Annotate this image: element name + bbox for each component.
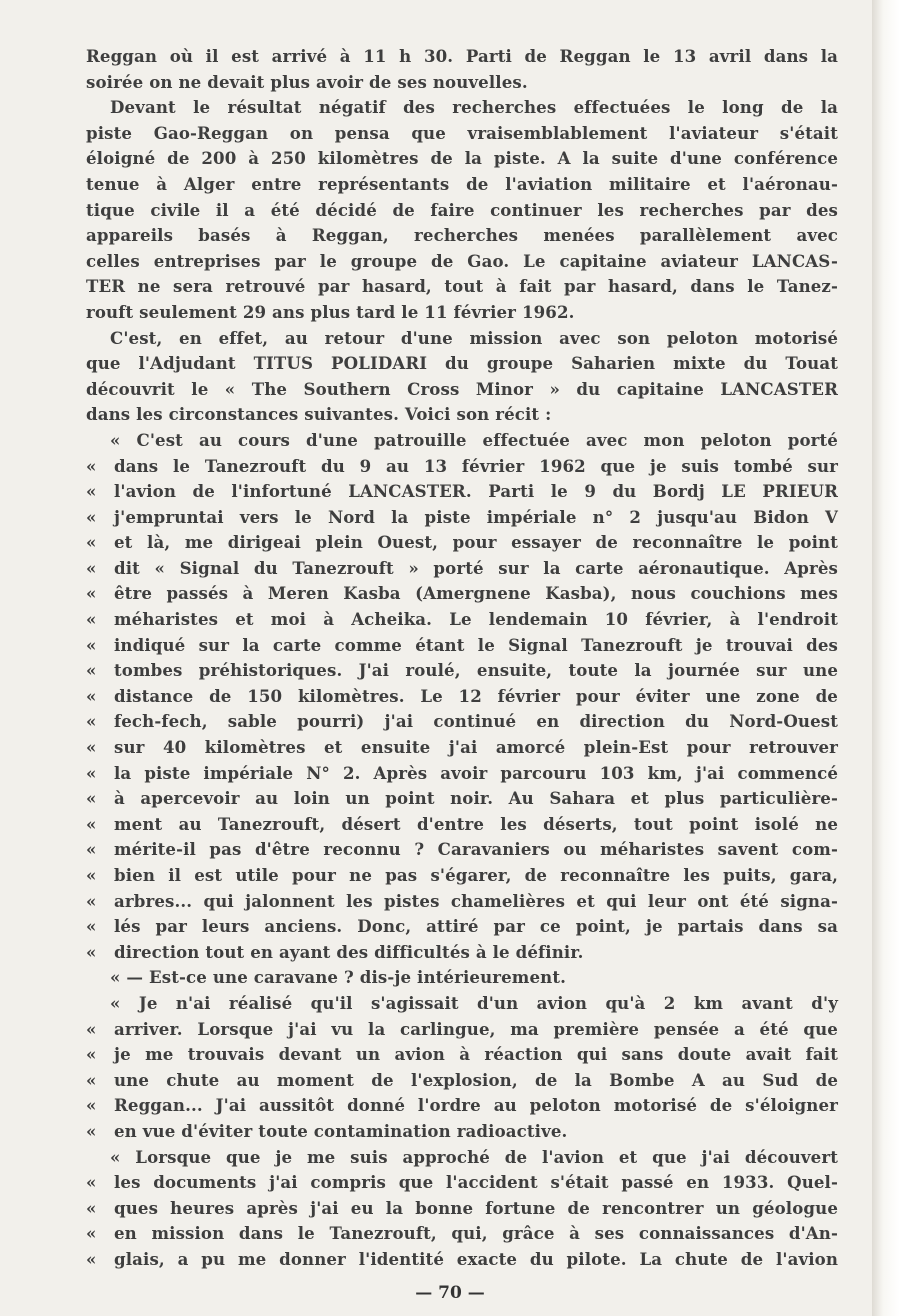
- quote-line: [86, 1221, 838, 1247]
- quote-text: je me trouvais devant un avion à réaction qui sans doute avait fait: [114, 1044, 838, 1065]
- guillemet: «: [86, 583, 97, 604]
- text-line: éloigné de 200 à 250 kilomètres de la piste. A la suite d'une conférence: [86, 148, 838, 169]
- quote-text: glais, a pu me donner l'identité exacte du pilote. La chute de l'avion: [114, 1248, 838, 1269]
- quote-text: méharistes et moi à Acheika. Le lendemain 10 février, à l'endroit: [114, 609, 838, 630]
- guillemet: «: [86, 711, 97, 732]
- quote-line: « Lorsque que je me suis approché de l'avion et que j'ai découvert: [110, 1146, 838, 1167]
- quote-line: [86, 581, 838, 607]
- quote-line: [86, 1247, 838, 1273]
- guillemet: «: [86, 609, 97, 630]
- quote-line: [86, 556, 838, 582]
- guillemet: «: [86, 1069, 97, 1090]
- text-line: tenue à Alger entre représentants de l'aviation militaire et l'aéronau-: [86, 173, 838, 194]
- guillemet: «: [86, 1172, 97, 1193]
- quote-line: [86, 709, 838, 735]
- guillemet: «: [86, 1120, 97, 1141]
- guillemet: «: [86, 455, 97, 476]
- quote-line: [86, 889, 838, 915]
- quote-text: la piste impériale N° 2. Après avoir parcouru 103 km, j'ai commencé: [114, 762, 838, 783]
- guillemet: «: [86, 839, 97, 860]
- guillemet: «: [86, 1223, 97, 1244]
- quote-text: une chute au moment de l'explosion, de la Bombe A au Sud de: [114, 1069, 838, 1090]
- quote-line: « C'est au cours d'une patrouille effectuée avec mon peloton porté: [110, 429, 838, 450]
- text-line: découvrit le « The Southern Cross Minor » du capitaine LANCASTER: [86, 378, 838, 399]
- quote-line: [86, 786, 838, 812]
- quote-text: arriver. Lorsque j'ai vu la carlingue, ma première pensée a été que: [114, 1018, 838, 1039]
- quote-text: ment au Tanezrouft, désert d'entre les déserts, tout point isolé ne: [114, 813, 838, 834]
- quote-line: [86, 1196, 838, 1222]
- quote-line: [86, 812, 838, 838]
- text-line: dans les circonstances suivantes. Voici son récit :: [86, 404, 552, 425]
- text-line: appareils basés à Reggan, recherches menées parallèlement avec: [86, 225, 838, 246]
- quote-text: bien il est utile pour ne pas s'égarer, de reconnaître les puits, gara,: [114, 865, 838, 885]
- quote-text: j'empruntai vers le Nord la piste impériale n° 2 jusqu'au Bidon V: [114, 506, 838, 527]
- guillemet: «: [86, 788, 97, 809]
- text-line: celles entreprises par le groupe de Gao. Le capitaine aviateur LANCAS-: [86, 250, 838, 271]
- guillemet: «: [86, 813, 97, 834]
- quote-line: [86, 607, 838, 633]
- text-line: que l'Adjudant TITUS POLIDARI du groupe Saharien mixte du Touat: [86, 353, 838, 374]
- quote-text: dans le Tanezrouft du 9 au 13 février 1962 que je suis tombé sur: [114, 455, 838, 476]
- guillemet: «: [86, 890, 97, 911]
- quote-line: [86, 530, 838, 556]
- text-line: Devant le résultat négatif des recherches effectuées le long de la: [110, 97, 838, 118]
- text-line: soirée on ne devait plus avoir de ses nouvelles.: [86, 71, 528, 92]
- quote-line: « — Est-ce une caravane ? dis-je intérieurement.: [110, 967, 567, 988]
- quote-text: et là, me dirigeai plein Ouest, pour essayer de reconnaître le point: [114, 532, 838, 553]
- quote-line: [86, 1068, 838, 1094]
- guillemet: «: [86, 762, 97, 783]
- quote-line: [86, 940, 838, 966]
- quote-line: [86, 1170, 838, 1196]
- quote-line: [86, 658, 838, 684]
- quote-text: sur 40 kilomètres et ensuite j'ai amorcé plein-Est pour retrouver: [114, 737, 838, 758]
- quote-text: fech-fech, sable pourri) j'ai continué en direction du Nord-Ouest: [114, 711, 838, 732]
- quote-text: à apercevoir au loin un point noir. Au Sahara et plus particulière-: [114, 788, 838, 809]
- guillemet: «: [86, 916, 97, 937]
- text-line: Reggan où il est arrivé à 11 h 30. Parti de Reggan le 13 avril dans la: [86, 46, 838, 66]
- quote-text: arbres... qui jalonnent les pistes chamelières et qui leur ont été signa-: [114, 890, 838, 911]
- guillemet: «: [86, 1197, 97, 1218]
- quote-line: [86, 1042, 838, 1068]
- quote-line: [86, 479, 838, 505]
- quote-line: [86, 863, 838, 889]
- quote-text: les documents j'ai compris que l'accident s'était passé en 1933. Quel-: [114, 1172, 838, 1193]
- guillemet: «: [86, 1044, 97, 1065]
- guillemet: «: [86, 557, 97, 578]
- text-line: tique civile il a été décidé de faire continuer les recherches par des: [86, 199, 838, 220]
- quote-text: dit « Signal du Tanezrouft » porté sur la carte aéronautique. Après: [114, 557, 838, 578]
- quote-line: [86, 1017, 838, 1043]
- quote-text: lés par leurs anciens. Donc, attiré par ce point, je partais dans sa: [114, 916, 838, 937]
- quote-line: [86, 454, 838, 480]
- quote-text: en vue d'éviter toute contamination radioactive.: [114, 1120, 568, 1141]
- quote-text: en mission dans le Tanezrouft, qui, grâce à ses connaissances d'An-: [114, 1223, 838, 1244]
- text-line: TER ne sera retrouvé par hasard, tout à fait par hasard, dans le Tanez-: [86, 276, 838, 297]
- quote-line: [86, 1093, 838, 1119]
- text-line: rouft seulement 29 ans plus tard le 11 février 1962.: [86, 301, 575, 322]
- quote-text: être passés à Meren Kasba (Amergnene Kasba), nous couchions mes: [114, 583, 838, 604]
- guillemet: «: [86, 1018, 97, 1039]
- quote-text: direction tout en ayant des difficultés à le définir.: [114, 941, 584, 962]
- guillemet: «: [86, 481, 97, 502]
- page-edge: [872, 0, 900, 1316]
- guillemet: «: [86, 1248, 97, 1269]
- guillemet: «: [86, 737, 97, 758]
- guillemet: «: [86, 865, 97, 885]
- quote-line: [86, 505, 838, 531]
- quote-line: [86, 633, 838, 659]
- quote-text: ques heures après j'ai eu la bonne fortune de rencontrer un géologue: [114, 1197, 838, 1218]
- quote-text: mérite-il pas d'être reconnu ? Caravaniers ou méharistes savent com-: [114, 839, 838, 860]
- quote-line: « Je n'ai réalisé qu'il s'agissait d'un avion qu'à 2 km avant d'y: [110, 992, 838, 1013]
- guillemet: «: [86, 941, 97, 962]
- quote-line: [86, 761, 838, 787]
- guillemet: «: [86, 1095, 97, 1116]
- quote-text: indiqué sur la carte comme étant le Signal Tanezrouft je trouvai des: [114, 634, 838, 655]
- quote-line: [86, 735, 838, 761]
- body-text: [86, 44, 838, 1273]
- guillemet: «: [86, 532, 97, 553]
- guillemet: «: [86, 506, 97, 527]
- page-number: — 70 —: [415, 1283, 485, 1303]
- quote-line: [86, 684, 838, 710]
- guillemet: «: [86, 685, 97, 706]
- quote-line: [86, 914, 838, 940]
- quote-text: Reggan... J'ai aussitôt donné l'ordre au peloton motorisé de s'éloigner: [114, 1095, 838, 1116]
- quote-text: distance de 150 kilomètres. Le 12 février pour éviter une zone de: [114, 685, 838, 706]
- quote-line: [86, 837, 838, 863]
- guillemet: «: [86, 634, 97, 655]
- guillemet: «: [86, 660, 97, 681]
- text-line: C'est, en effet, au retour d'une mission avec son peloton motorisé: [110, 327, 838, 348]
- text-line: piste Gao-Reggan on pensa que vraisemblablement l'aviateur s'était: [86, 122, 838, 143]
- quote-text: tombes préhistoriques. J'ai roulé, ensuite, toute la journée sur une: [114, 660, 838, 681]
- quote-text: l'avion de l'infortuné LANCASTER. Parti le 9 du Bordj LE PRIEUR: [114, 481, 838, 502]
- quote-line: [86, 1119, 838, 1145]
